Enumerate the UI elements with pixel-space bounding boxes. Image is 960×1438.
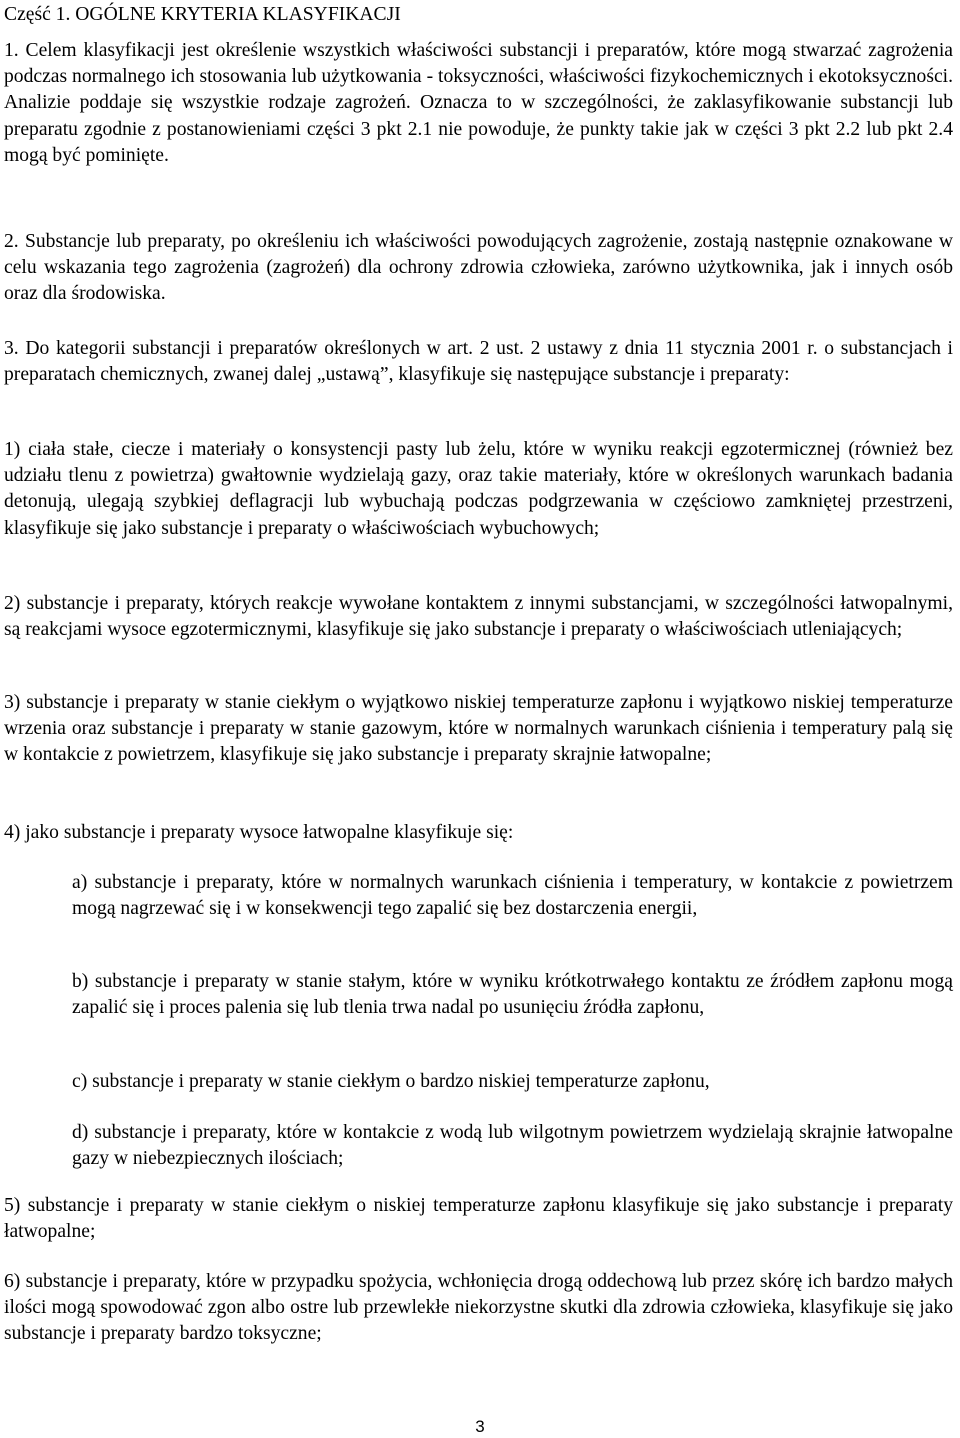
list-item-4: 4) jako substancje i preparaty wysoce łatwopalne klasyfikuje się: [4,822,514,843]
paragraph-2: 2. Substancje lub preparaty, po określeniu ich właściwości powodujących zagrożenie, zostają następnie oznakowane w celu wskazania tego zagrożenia (zagrożeń) dla ochrony zdrowia człowieka, zarówno użytkownika, jak i innych osób oraz dla środowiska. [4,231,953,305]
list-item-4d: d) substancje i preparaty, które w kontakcie z wodą lub wilgotnym powietrzem wydzielają skrajnie łatwopalne gazy w niebezpiecznych ilościach; [72,1122,953,1170]
list-item-4c: c) substancje i preparaty w stanie ciekłym o bardzo niskiej temperaturze zapłonu, [72,1071,710,1092]
list-item-6: 6) substancje i preparaty, które w przypadku spożycia, wchłonięcia drogą oddechową lub przez skórę ich bardzo małych ilości mogą spowodować zgon albo ostre lub przewlekłe niekorzystne skutki dla zdrowia człowieka, klasyfikuje się jako substancje i preparaty bardzo toksyczne; [4,1271,953,1345]
page-number: 3 [475,1417,485,1436]
list-item-2: 2) substancje i preparaty, których reakcje wywołane kontaktem z innymi substancjami, w szczególności łatwopalnymi, są reakcjami wysoce egzotermicznymi, klasyfikuje się jako substancje i preparaty o właściwościach utleniających; [4,593,953,641]
section-heading: Część 1. OGÓLNE KRYTERIA KLASYFIKACJI [4,4,401,25]
paragraph-3: 3. Do kategorii substancji i preparatów określonych w art. 2 ust. 2 ustawy z dnia 11 stycznia 2001 r. o substancjach i preparatach chemicznych, zwanej dalej „ustawą”, klasyfikuje się następujące substancje i preparaty: [4,338,953,386]
paragraph-1: 1. Celem klasyfikacji jest określenie wszystkich właściwości substancji i preparatów, które mogą stwarzać zagrożenia podczas normalnego ich stosowania lub użytkowania - toksyczności, właściwości fizykochemicznych i ekotoksyczności. Analizie poddaje się wszystkie rodzaje zagrożeń. Oznacza to w szczególności, że zaklasyfikowanie substancji lub preparatu zgodnie z postanowieniami części 3 pkt 2.1 nie powoduje, że punkty takie jak w części 3 pkt 2.2 lub pkt 2.4 mogą być pominięte. [4,40,953,166]
list-item-1: 1) ciała stałe, ciecze i materiały o konsystencji pasty lub żelu, które w wyniku reakcji egzotermicznej (również bez udziału tlenu z powietrza) gwałtownie wydzielają gazy, oraz takie materiały, które w określonych warunkach badania detonują, ulegają szybkiej deflagracji lub wybuchają podczas podgrzewania w częściowo zamkniętej przestrzeni, klasyfikuje się jako substancje i preparaty o właściwościach wybuchowych; [4,439,953,539]
list-item-4a: a) substancje i preparaty, które w normalnych warunkach ciśnienia i temperatury, w kontakcie z powietrzem mogą nagrzewać się i w konsekwencji tego zapalić się bez dostarczenia energii, [72,872,953,920]
list-item-4b: b) substancje i preparaty w stanie stałym, które w wyniku krótkotrwałego kontaktu ze źródłem zapłonu mogą zapalić się i proces palenia się lub tlenia trwa nadal po usunięciu źródła zapłonu, [72,971,953,1019]
list-item-3: 3) substancje i preparaty w stanie ciekłym o wyjątkowo niskiej temperaturze zapłonu i wyjątkowo niskiej temperaturze wrzenia oraz substancje i preparaty w stanie gazowym, które w normalnych warunkach ciśnienia i temperatury palą się w kontakcie z powietrzem, klasyfikuje się jako substancje i preparaty skrajnie łatwopalne; [4,692,953,766]
list-item-5: 5) substancje i preparaty w stanie ciekłym o niskiej temperaturze zapłonu klasyfikuje się jako substancje i preparaty łatwopalne; [4,1195,953,1243]
